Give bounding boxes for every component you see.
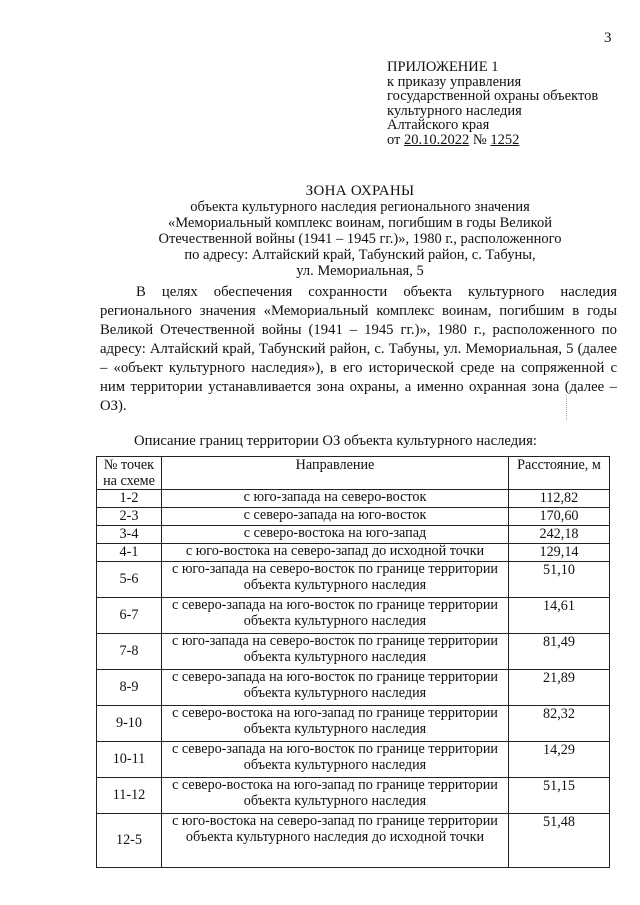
header-distance: Расстояние, м xyxy=(509,457,610,490)
row-distance: 129,14 xyxy=(509,544,610,562)
document-title: ЗОНА ОХРАНЫ xyxy=(305,183,415,199)
row-distance: 112,82 xyxy=(509,490,610,508)
row-points: 7-8 xyxy=(97,634,162,670)
row-points: 10-11 xyxy=(97,742,162,778)
row-direction: с юго-востока на северо-запад до исходной точки xyxy=(162,544,509,562)
order-number: 1252 xyxy=(490,131,520,148)
scan-dots xyxy=(566,395,569,420)
appendix-block xyxy=(387,60,598,147)
row-points: 5-6 xyxy=(97,562,162,598)
row-direction: с северо-востока на юго-запад xyxy=(162,526,509,544)
row-direction: с северо-запада на юго-восток по границе территории объекта культурного наследия xyxy=(162,598,509,634)
appendix-date-line xyxy=(387,133,598,148)
row-distance: 21,89 xyxy=(509,670,610,706)
row-distance: 14,61 xyxy=(509,598,610,634)
heading-line: объекта культурного наследия регионального значения xyxy=(190,199,530,215)
row-direction: с северо-востока на юго-запад по границе территории объекта культурного наследия xyxy=(162,778,509,814)
row-direction: с северо-востока на юго-запад по границе территории объекта культурного наследия xyxy=(162,706,509,742)
row-points: 1-2 xyxy=(97,490,162,508)
heading-line: по адресу: Алтайский край, Табунский район, с. Табуны, xyxy=(184,247,536,263)
row-points: 11-12 xyxy=(97,778,162,814)
row-points: 4-1 xyxy=(97,544,162,562)
table-row xyxy=(97,706,610,742)
body-paragraph: В целях обеспечения сохранности объекта культурного наследия регионального значения «Мемориальный комплекс воинам, погибшим в годы Великой Отечественной войны (1941 – 1945 гг.)», 1980 г., расположенного по адресу: Алтайский край, Табунский район, с. Табуны, ул. Мемориальная, 5 (далее – «объект культурного наследия»), в его исторической среде на сопряженной с ним территории устанавливается зона охраны, а именно охранная зона (далее – ОЗ). xyxy=(100,284,617,414)
row-direction: с юго-запада на северо-восток xyxy=(162,490,509,508)
row-points: 9-10 xyxy=(97,706,162,742)
appendix-line: культурного наследия xyxy=(387,102,522,119)
row-distance: 51,15 xyxy=(509,778,610,814)
table-row xyxy=(97,778,610,814)
row-direction: с северо-запада на юго-восток по границе территории объекта культурного наследия xyxy=(162,742,509,778)
table-row xyxy=(97,634,610,670)
row-distance: 51,48 xyxy=(509,814,610,868)
number-prefix: № xyxy=(469,131,491,148)
row-points: 12-5 xyxy=(97,814,162,868)
row-points: 6-7 xyxy=(97,598,162,634)
row-distance: 170,60 xyxy=(509,508,610,526)
table-row xyxy=(97,742,610,778)
table-header-row xyxy=(97,457,610,490)
row-direction: с юго-запада на северо-восток по границе территории объекта культурного наследия xyxy=(162,634,509,670)
row-distance: 242,18 xyxy=(509,526,610,544)
row-distance: 51,10 xyxy=(509,562,610,598)
appendix-line: к приказу управления xyxy=(387,73,522,90)
heading-line: «Мемориальный комплекс воинам, погибшим в годы Великой xyxy=(167,215,552,231)
row-points: 2-3 xyxy=(97,508,162,526)
row-direction: с северо-запада на юго-восток по границе территории объекта культурного наследия xyxy=(162,670,509,706)
row-direction: с юго-запада на северо-восток по границе территории объекта культурного наследия xyxy=(162,562,509,598)
appendix-line: Алтайского края xyxy=(387,117,490,133)
table-row xyxy=(97,814,610,868)
heading-line: Отечественной войны (1941 – 1945 гг.)», 1980 г., расположенного xyxy=(158,231,562,247)
appendix-title: ПРИЛОЖЕНИЕ 1 xyxy=(387,59,499,75)
table-row xyxy=(97,526,610,544)
header-points: № точек на схеме xyxy=(97,457,162,490)
table-caption: Описание границ территории ОЗ объекта культурного наследия: xyxy=(134,433,537,449)
document-heading xyxy=(100,183,620,279)
table-row xyxy=(97,562,610,598)
table-row xyxy=(97,490,610,508)
appendix-line: государственной охраны объектов xyxy=(387,88,599,104)
heading-line: ул. Мемориальная, 5 xyxy=(296,263,424,279)
row-points: 8-9 xyxy=(97,670,162,706)
row-direction: с северо-запада на юго-восток xyxy=(162,508,509,526)
row-distance: 82,32 xyxy=(509,706,610,742)
row-direction: с юго-востока на северо-запад по границе территории объекта культурного наследия до исходной точки xyxy=(162,814,509,868)
page-number: 3 xyxy=(604,30,612,46)
table-row xyxy=(97,508,610,526)
row-distance: 14,29 xyxy=(509,742,610,778)
row-points: 3-4 xyxy=(97,526,162,544)
table-row xyxy=(97,598,610,634)
date-prefix: от xyxy=(387,131,405,148)
table-row xyxy=(97,670,610,706)
row-distance: 81,49 xyxy=(509,634,610,670)
header-direction: Направление xyxy=(162,457,509,490)
boundary-table xyxy=(96,456,610,868)
table-row xyxy=(97,544,610,562)
order-date: 20.10.2022 xyxy=(404,131,470,148)
